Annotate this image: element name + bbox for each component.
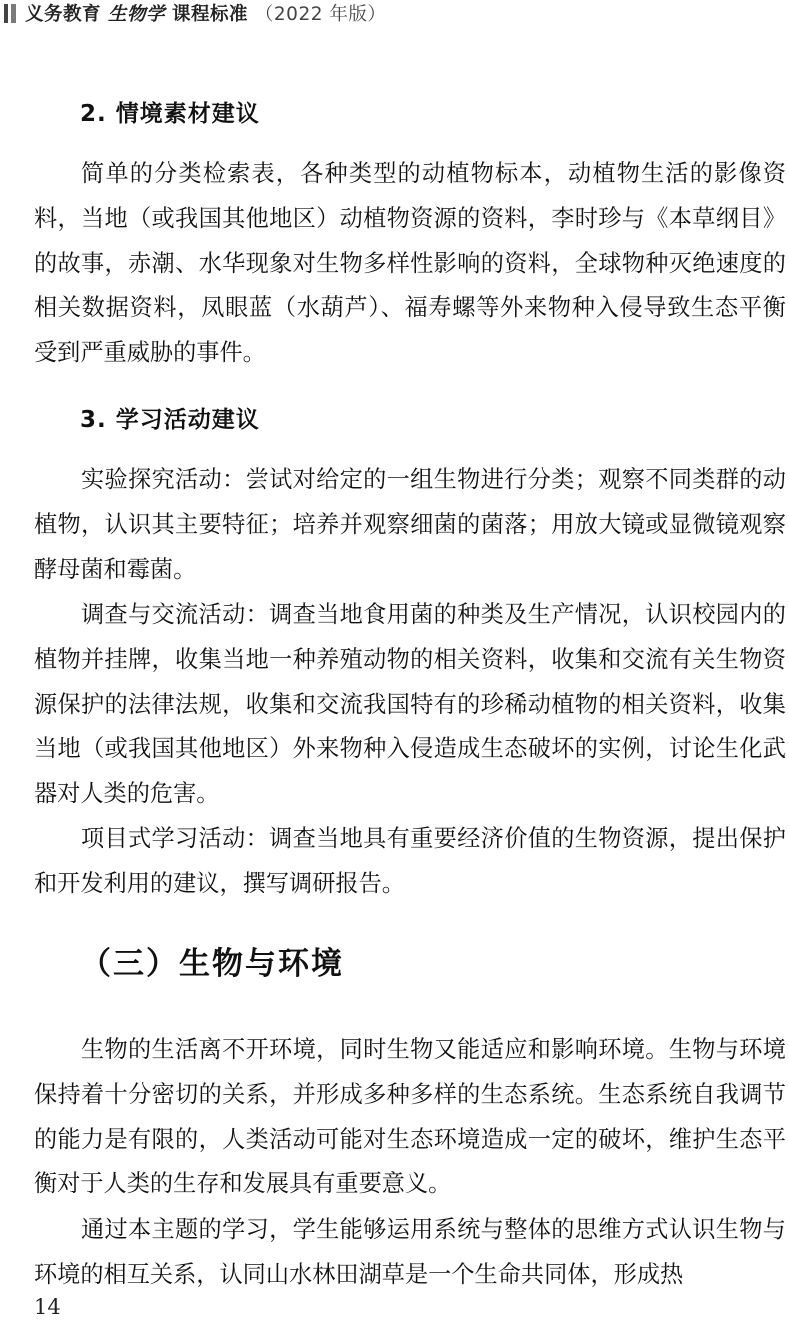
- section-heading-materials: 2. 情境素材建议: [80, 101, 260, 127]
- paragraph-materials: 简单的分类检索表，各种类型的动植物标本，动植物生活的影像资料，当地（或我国其他地区）动植物资源的资料，李时珍与《本草纲目》的故事，赤潮、水华现象对生物多样性影响的资料，全球物种灭绝速度的相关数据资料，凤眼蓝（水葫芦）、福寿螺等外来物种入侵导致生态平衡受到严重威胁的事件。: [34, 160, 786, 367]
- paragraph-topic-intro: 生物的生活离不开环境，同时生物又能适应和影响环境。生物与环境保持着十分密切的关系，并形成多种多样的生态系统。生态系统自我调节的能力是有限的，人类活动可能对生态环境造成一定的破坏，维护生态平衡对于人类的生存和发展具有重要意义。: [34, 1036, 786, 1198]
- paragraph-topic-goals: 通过本主题的学习，学生能够运用系统与整体的思维方式认识生物与环境的相互关系，认同山水林田湖草是一个生命共同体，形成热: [34, 1216, 786, 1288]
- paragraph-survey-activity: 调查与交流活动：调查当地食用菌的种类及生产情况，认识校园内的植物并挂牌，收集当地一种养殖动物的相关资料，收集和交流有关生物资源保护的法律法规，收集和交流我国特有的珍稀动植物的相关资料，收集当地（或我国其他地区）外来物种入侵造成生态破坏的实例，讨论生化武器对人类的危害。: [34, 601, 786, 808]
- running-header: [0, 0, 789, 26]
- topic-heading: （三）生物与环境: [80, 946, 344, 982]
- header-part-1: 义务教育: [25, 4, 102, 25]
- section-heading-activities: 3. 学习活动建议: [80, 407, 260, 433]
- header-part-2: 生物学: [107, 4, 165, 25]
- header-bar-ornament: [4, 4, 16, 23]
- header-title: [25, 0, 386, 26]
- header-part-4: （2022 年版）: [254, 4, 387, 25]
- page-number: 14: [34, 1295, 61, 1319]
- paragraph-experiment-activity: 实验探究活动：尝试对给定的一组生物进行分类；观察不同类群的动植物，认识其主要特征；培养并观察细菌的菌落；用放大镜或显微镜观察酵母菌和霉菌。: [34, 466, 786, 583]
- paragraph-project-activity: 项目式学习活动：调查当地具有重要经济价值的生物资源，提出保护和开发利用的建议，撰写调研报告。: [34, 825, 786, 897]
- header-part-3: 课程标准: [171, 4, 248, 25]
